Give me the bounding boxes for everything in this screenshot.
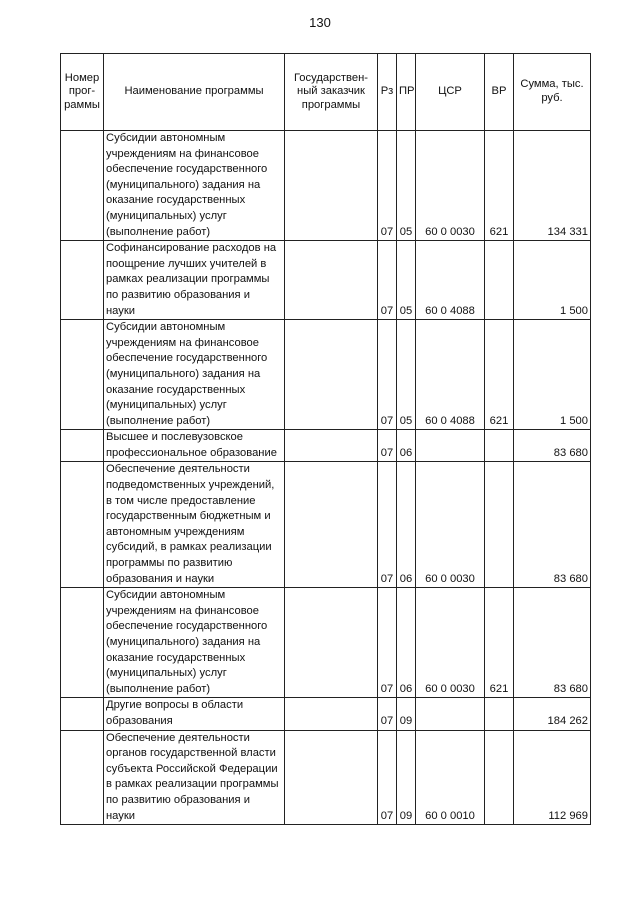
cell-customer (285, 588, 378, 698)
header-csr: ЦСР (416, 54, 485, 131)
table-row (61, 430, 591, 462)
cell-customer (285, 698, 378, 730)
budget-table (60, 53, 591, 825)
cell-sum: 134 331 (514, 131, 591, 241)
header-customer: Государствен- ный заказчик программы (285, 54, 378, 131)
header-vr: ВР (485, 54, 514, 131)
cell-vr: 621 (485, 588, 514, 698)
table-row (61, 320, 591, 430)
cell-name: Обеспечение деятельности органов государственной власти субъекта Российской Федерации в рамках реализации программы по развитию образования и науки (104, 730, 285, 825)
cell-pr: 09 (397, 698, 416, 730)
table-row (61, 730, 591, 825)
cell-program-number (61, 241, 104, 320)
cell-program-number (61, 462, 104, 588)
cell-pr: 06 (397, 430, 416, 462)
table-row (61, 698, 591, 730)
cell-sum: 83 680 (514, 588, 591, 698)
cell-program-number (61, 131, 104, 241)
cell-rz: 07 (378, 320, 397, 430)
cell-pr: 05 (397, 131, 416, 241)
cell-rz: 07 (378, 430, 397, 462)
cell-program-number (61, 320, 104, 430)
cell-sum: 112 969 (514, 730, 591, 825)
cell-program-number (61, 430, 104, 462)
cell-vr (485, 241, 514, 320)
cell-customer (285, 462, 378, 588)
cell-vr: 621 (485, 131, 514, 241)
cell-customer (285, 320, 378, 430)
table-row (61, 241, 591, 320)
cell-sum: 1 500 (514, 320, 591, 430)
cell-vr (485, 698, 514, 730)
table-row (61, 462, 591, 588)
cell-name: Обеспечение деятельности подведомственных учреждений, в том числе предоставление государственным бюджетным и автономным учреждениям субсидий, в рамках реализации программы по развитию образования и науки (104, 462, 285, 588)
cell-program-number (61, 588, 104, 698)
cell-rz: 07 (378, 241, 397, 320)
cell-rz: 07 (378, 588, 397, 698)
header-program-number: Номер прог- раммы (61, 54, 104, 131)
page-number: 130 (309, 15, 331, 30)
cell-customer (285, 730, 378, 825)
cell-pr: 05 (397, 320, 416, 430)
table-row (61, 131, 591, 241)
cell-name: Высшее и послевузовское профессиональное образование (104, 430, 285, 462)
cell-csr: 60 0 0010 (416, 730, 485, 825)
cell-csr: 60 0 4088 (416, 320, 485, 430)
cell-name: Субсидии автономным учреждениям на финансовое обеспечение государственного (муниципального) задания на оказание государственных (муниципальных) услуг (выполнение работ) (104, 588, 285, 698)
cell-sum: 83 680 (514, 462, 591, 588)
cell-csr: 60 0 0030 (416, 131, 485, 241)
cell-vr (485, 462, 514, 588)
cell-sum: 184 262 (514, 698, 591, 730)
header-program-name: Наименование программы (104, 54, 285, 131)
cell-customer (285, 430, 378, 462)
header-rz: Рз (378, 54, 397, 131)
cell-name: Софинансирование расходов на поощрение лучших учителей в рамках реализации программы по развитию образования и науки (104, 241, 285, 320)
cell-vr: 621 (485, 320, 514, 430)
cell-rz: 07 (378, 131, 397, 241)
cell-csr: 60 0 4088 (416, 241, 485, 320)
cell-name: Субсидии автономным учреждениям на финансовое обеспечение государственного (муниципального) задания на оказание государственных (муниципальных) услуг (выполнение работ) (104, 320, 285, 430)
cell-pr: 09 (397, 730, 416, 825)
header-sum: Сумма, тыс. руб. (514, 54, 591, 131)
cell-vr (485, 730, 514, 825)
cell-csr: 60 0 0030 (416, 462, 485, 588)
cell-program-number (61, 698, 104, 730)
cell-sum: 1 500 (514, 241, 591, 320)
table-header-row (61, 54, 591, 131)
cell-pr: 06 (397, 588, 416, 698)
cell-vr (485, 430, 514, 462)
cell-csr: 60 0 0030 (416, 588, 485, 698)
cell-csr (416, 430, 485, 462)
cell-rz: 07 (378, 698, 397, 730)
cell-rz: 07 (378, 462, 397, 588)
cell-customer (285, 131, 378, 241)
cell-pr: 05 (397, 241, 416, 320)
cell-name: Другие вопросы в области образования (104, 698, 285, 730)
cell-program-number (61, 730, 104, 825)
cell-pr: 06 (397, 462, 416, 588)
table-row (61, 588, 591, 698)
cell-name: Субсидии автономным учреждениям на финансовое обеспечение государственного (муниципального) задания на оказание государственных (муниципальных) услуг (выполнение работ) (104, 131, 285, 241)
cell-sum: 83 680 (514, 430, 591, 462)
cell-customer (285, 241, 378, 320)
cell-csr (416, 698, 485, 730)
cell-rz: 07 (378, 730, 397, 825)
header-pr: ПР (397, 54, 416, 131)
